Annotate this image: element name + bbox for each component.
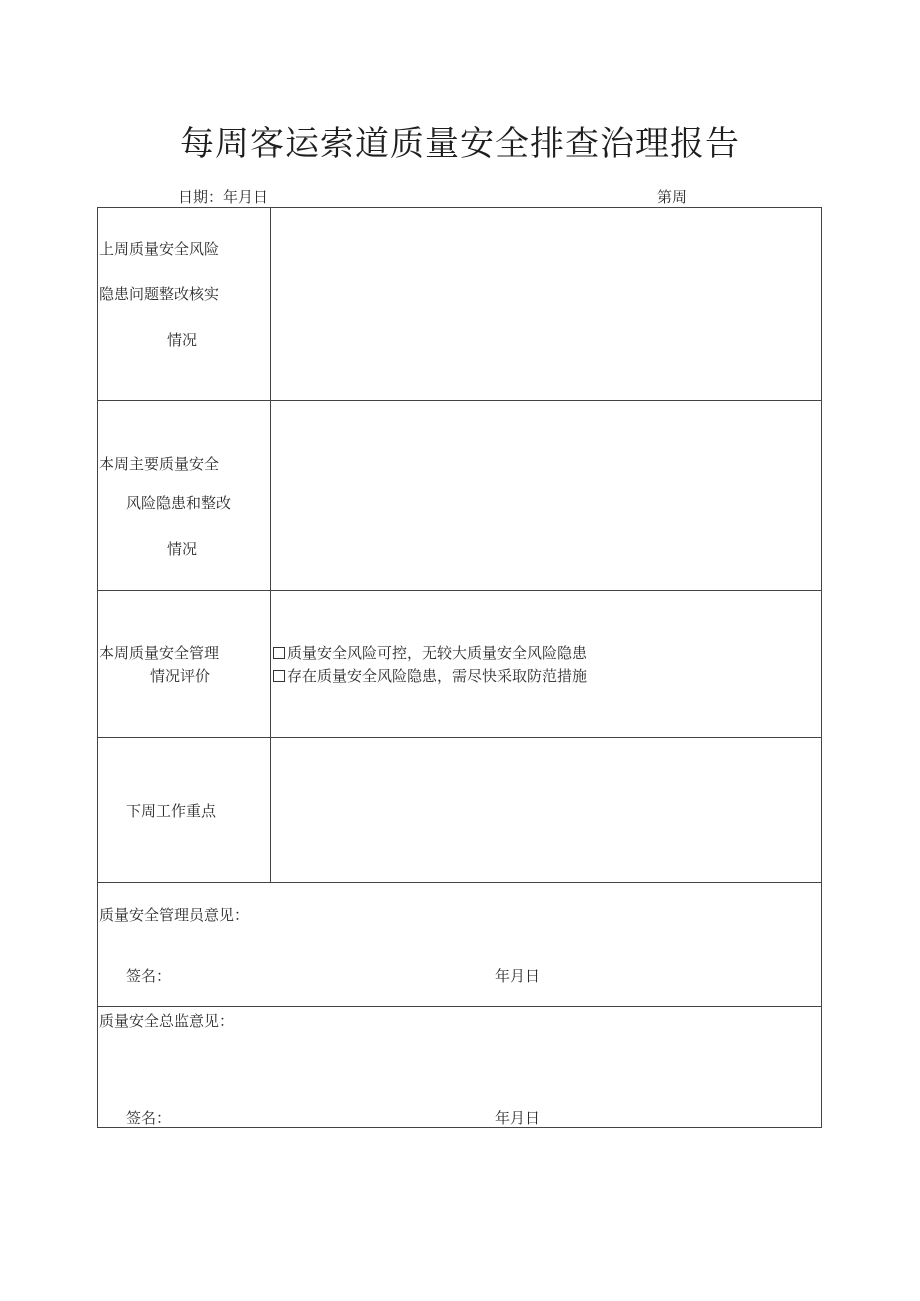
report-title: 每周客运索道质量安全排查治理报告 <box>180 124 740 164</box>
checkbox-icon[interactable] <box>273 670 285 682</box>
evaluation-option-label: 存在质量安全风险隐患，需尽快采取防范措施 <box>287 667 588 685</box>
row-next-week <box>98 738 821 883</box>
prev-week-label-line-1: 上周质量安全风险 <box>99 240 220 258</box>
evaluation-option-controllable[interactable] <box>273 642 587 663</box>
director-opinion-label: 质量安全总监意见： <box>99 1012 235 1030</box>
manager-date-label: 年月日 <box>495 967 541 985</box>
row-director-opinion <box>98 1007 821 1127</box>
this-week-risks-label-line-3: 情况 <box>167 540 198 558</box>
evaluation-label-line-2: 情况评价 <box>150 667 211 685</box>
this-week-risks-label-line-1: 本周主要质量安全 <box>99 455 220 473</box>
evaluation-label-cell <box>98 591 271 737</box>
director-date-label: 年月日 <box>495 1109 541 1127</box>
report-form-table <box>97 207 822 1128</box>
evaluation-content-cell <box>271 591 821 737</box>
checkbox-icon[interactable] <box>273 647 285 659</box>
evaluation-label-line-1: 本周质量安全管理 <box>99 644 220 662</box>
this-week-risks-label-cell <box>98 401 271 590</box>
row-this-week-risks <box>98 401 821 591</box>
next-week-content-cell[interactable] <box>271 738 821 882</box>
this-week-risks-content-cell[interactable] <box>271 401 821 590</box>
prev-week-content-cell[interactable] <box>271 208 821 400</box>
next-week-label-cell <box>98 738 271 882</box>
row-prev-week <box>98 208 821 401</box>
week-field: 第周 <box>657 188 688 206</box>
evaluation-option-label: 质量安全风险可控，无较大质量安全风险隐患 <box>287 644 588 662</box>
date-field: 日期：年月日 <box>178 188 269 206</box>
prev-week-label-cell <box>98 208 271 400</box>
evaluation-option-hazard-exists[interactable] <box>273 665 587 686</box>
row-evaluation <box>98 591 821 738</box>
this-week-risks-label-line-2: 风险隐患和整改 <box>126 494 232 512</box>
row-manager-opinion <box>98 883 821 1007</box>
manager-opinion-label: 质量安全管理员意见： <box>99 906 250 924</box>
director-signature-label: 签名： <box>126 1109 172 1127</box>
prev-week-label-line-2: 隐患问题整改核实 <box>99 285 220 303</box>
next-week-label: 下周工作重点 <box>126 802 217 820</box>
manager-signature-label: 签名： <box>126 967 172 985</box>
prev-week-label-line-3: 情况 <box>167 331 198 349</box>
